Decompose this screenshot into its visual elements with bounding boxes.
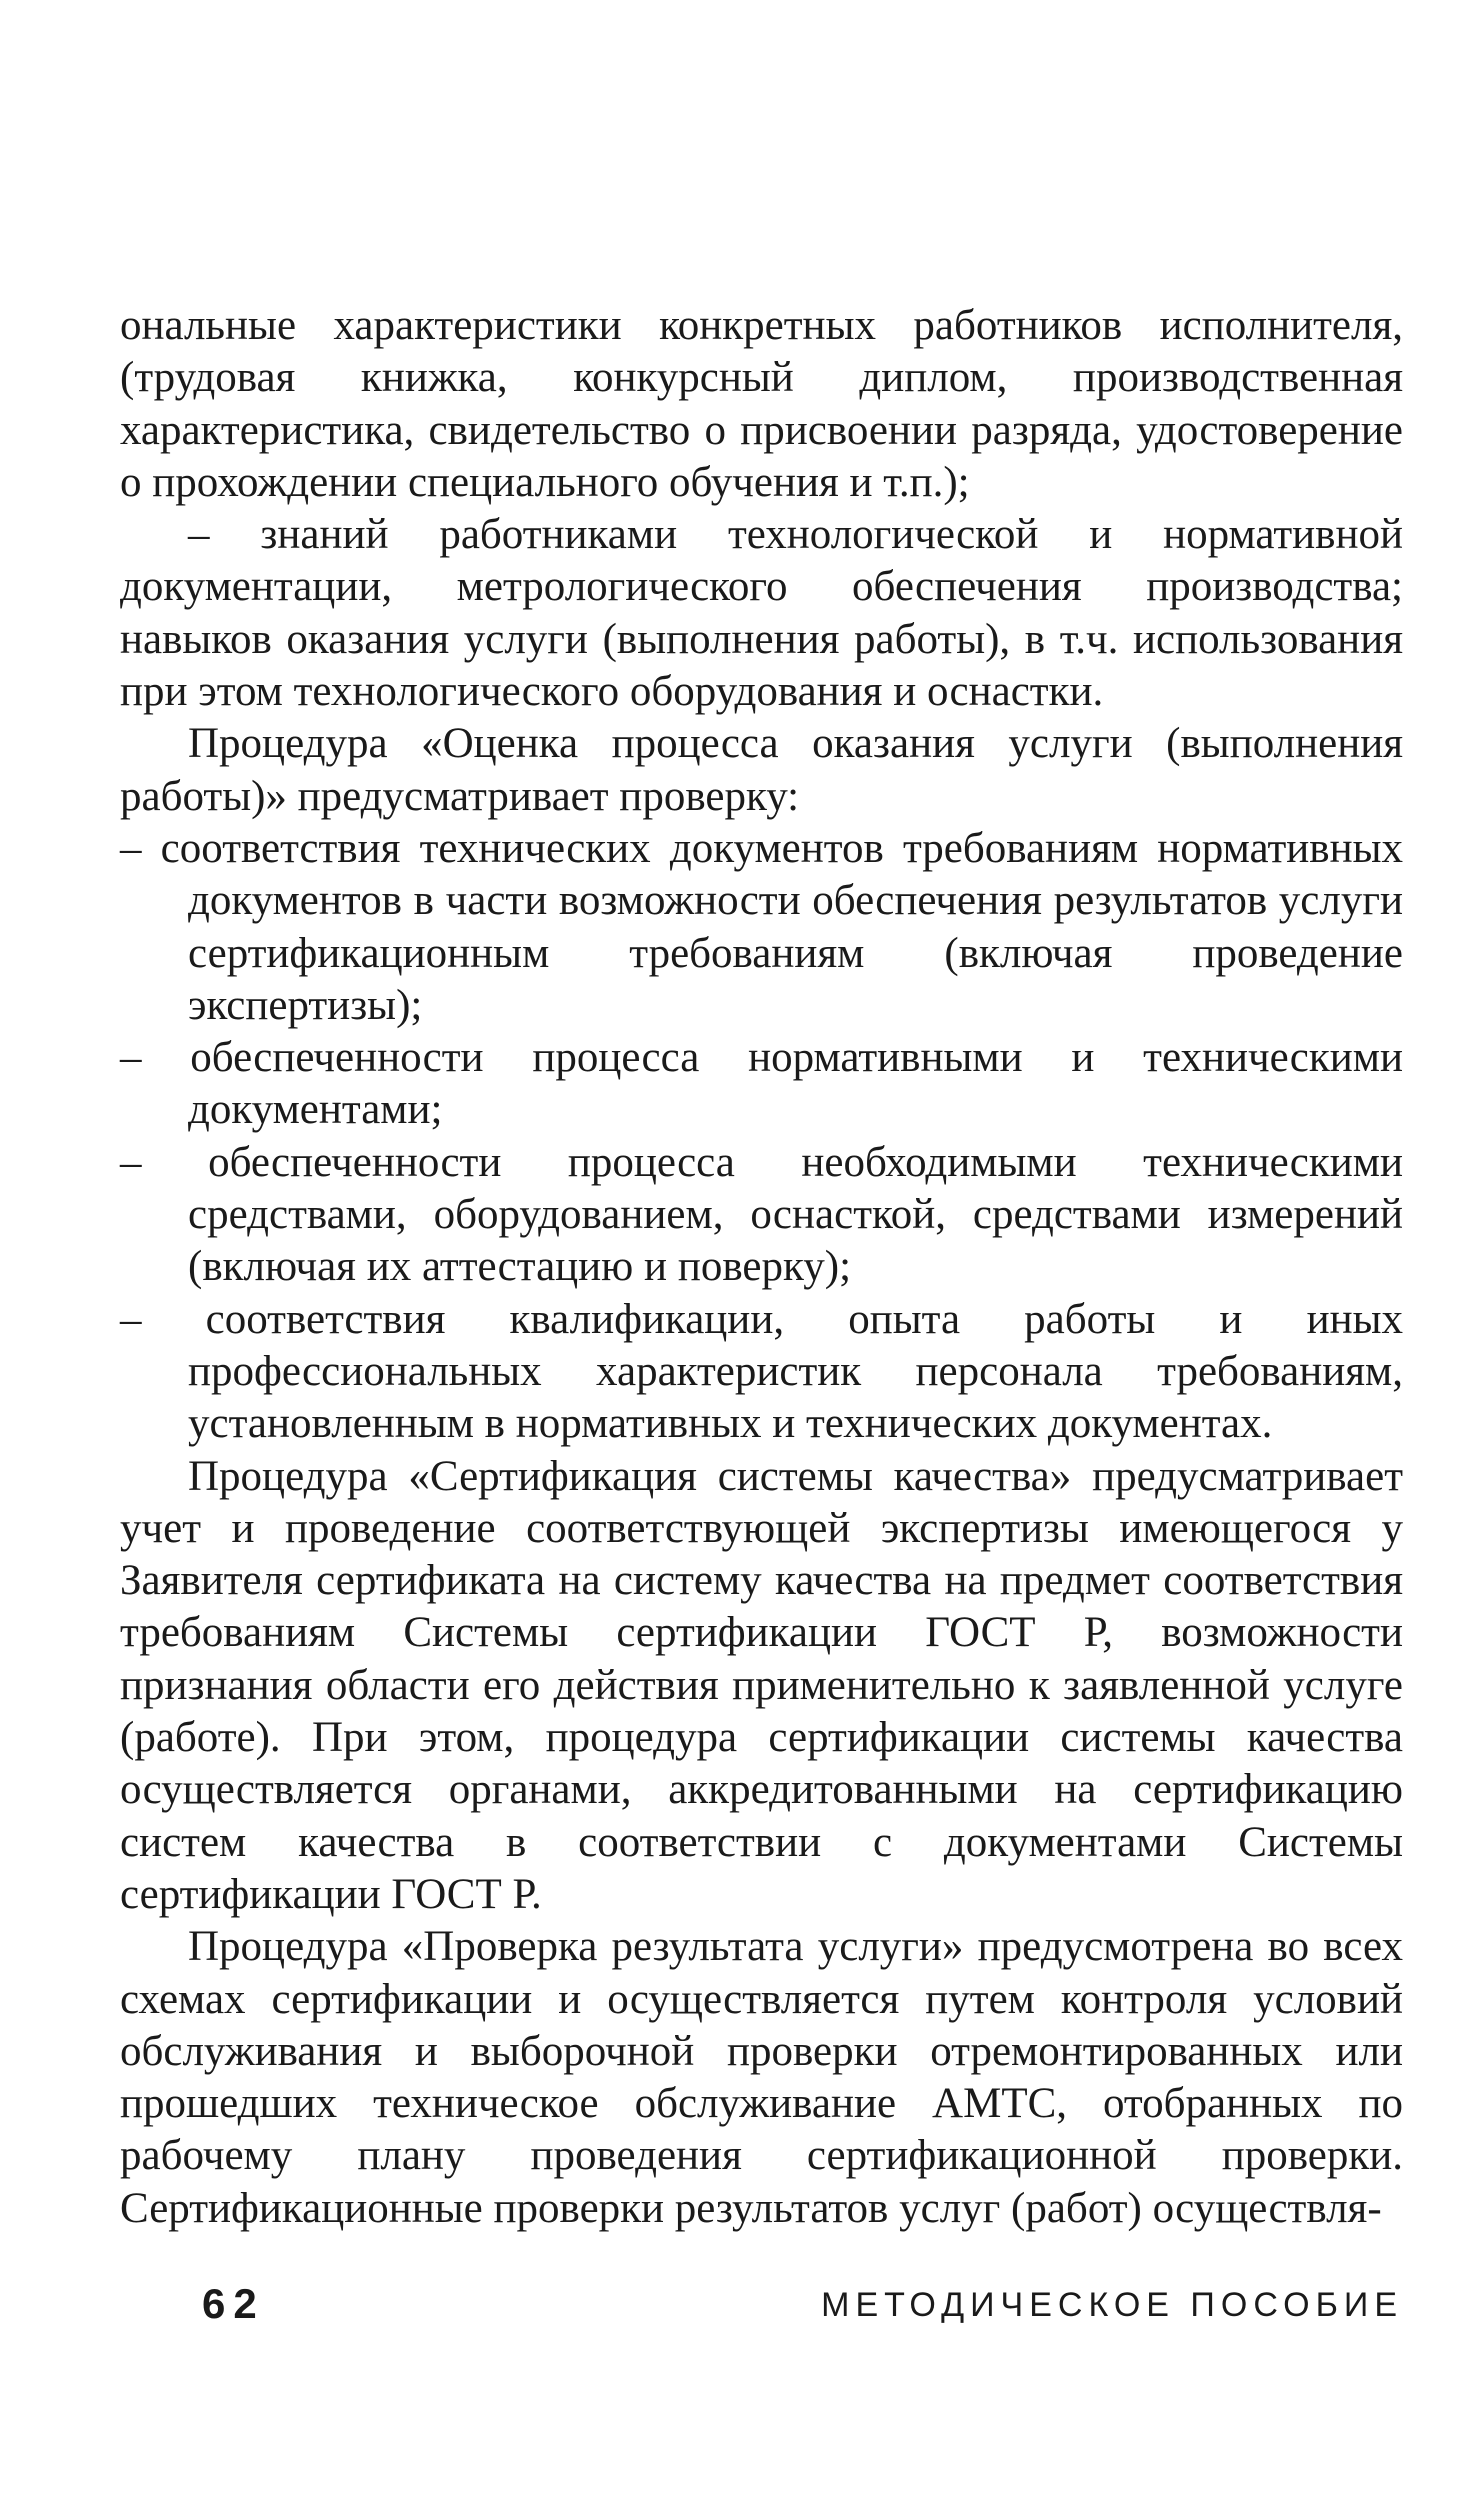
list-item-normative-provision: – обеспеченности процесса нормативными и техническими документами; (120, 1034, 1403, 1134)
running-title: МЕТОДИЧЕСКОЕ ПОСОБИЕ (821, 2286, 1403, 2324)
body-text (120, 300, 1403, 2235)
list-item-qualification: – соответствия квалификации, опыта работы и иных профессиональных характеристик персонала требованиям, установленным в нормативных и технических документах. (120, 1295, 1403, 1448)
page-footer (120, 2280, 1403, 2340)
paragraph-process-assessment: Процедура «Оценка процесса оказания услуги (выполнения работы)» предусматривает проверку: (120, 720, 1403, 820)
page-number: 62 (202, 2280, 265, 2327)
paragraph-quality-system: Процедура «Сертификация системы качества» предусматривает учет и проведение соответствующей экспертизы имеющегося у Заявителя сертификата на систему качества на предмет соответствия требованиям Системы сертификации ГОСТ Р, возможности признания области его действия применительно к заявленной услуге (работе). При этом, процедура сертификации системы качества осуществляется органами, аккредитованными на сертификацию систем качества в соответствии с документами Системы сертификации ГОСТ Р. (120, 1452, 1403, 1918)
paragraph-knowledge-item: – знаний работниками технологической и нормативной документации, метрологического обеспечения производства; навыков оказания услуги (выполнения работы), в т.ч. использования при этом технологического оборудования и оснастки. (120, 511, 1403, 716)
list-item-technical-means: – обеспеченности процесса необходимыми техническими средствами, оборудованием, оснасткой, средствами измерений (включая их аттестацию и поверку); (120, 1138, 1403, 1291)
paragraph-continuation: ональные характеристики конкретных работников исполнителя, (трудовая книжка, конкурсный диплом, производственная характеристика, свидетельство о присвоении разряда, удостоверение о прохождении специального обучения и т.п.); (120, 302, 1403, 506)
list-item-technical-documents: – соответствия технических документов требованиям нормативных документов в части возможности обеспечения результатов услуги сертификационным требованиям (включая проведение экспертизы); (120, 824, 1403, 1029)
paragraph-result-check: Процедура «Проверка результата услуги» предусмотрена во всех схемах сертификации и осуществляется путем контроля условий обслуживания и выборочной проверки отремонтированных или прошедших техническое обслуживание АМТС, отобранных по рабочему плану проведения сертификационной проверки. Сертификационные проверки результатов услуг (работ) осуществля- (120, 1923, 1403, 2232)
